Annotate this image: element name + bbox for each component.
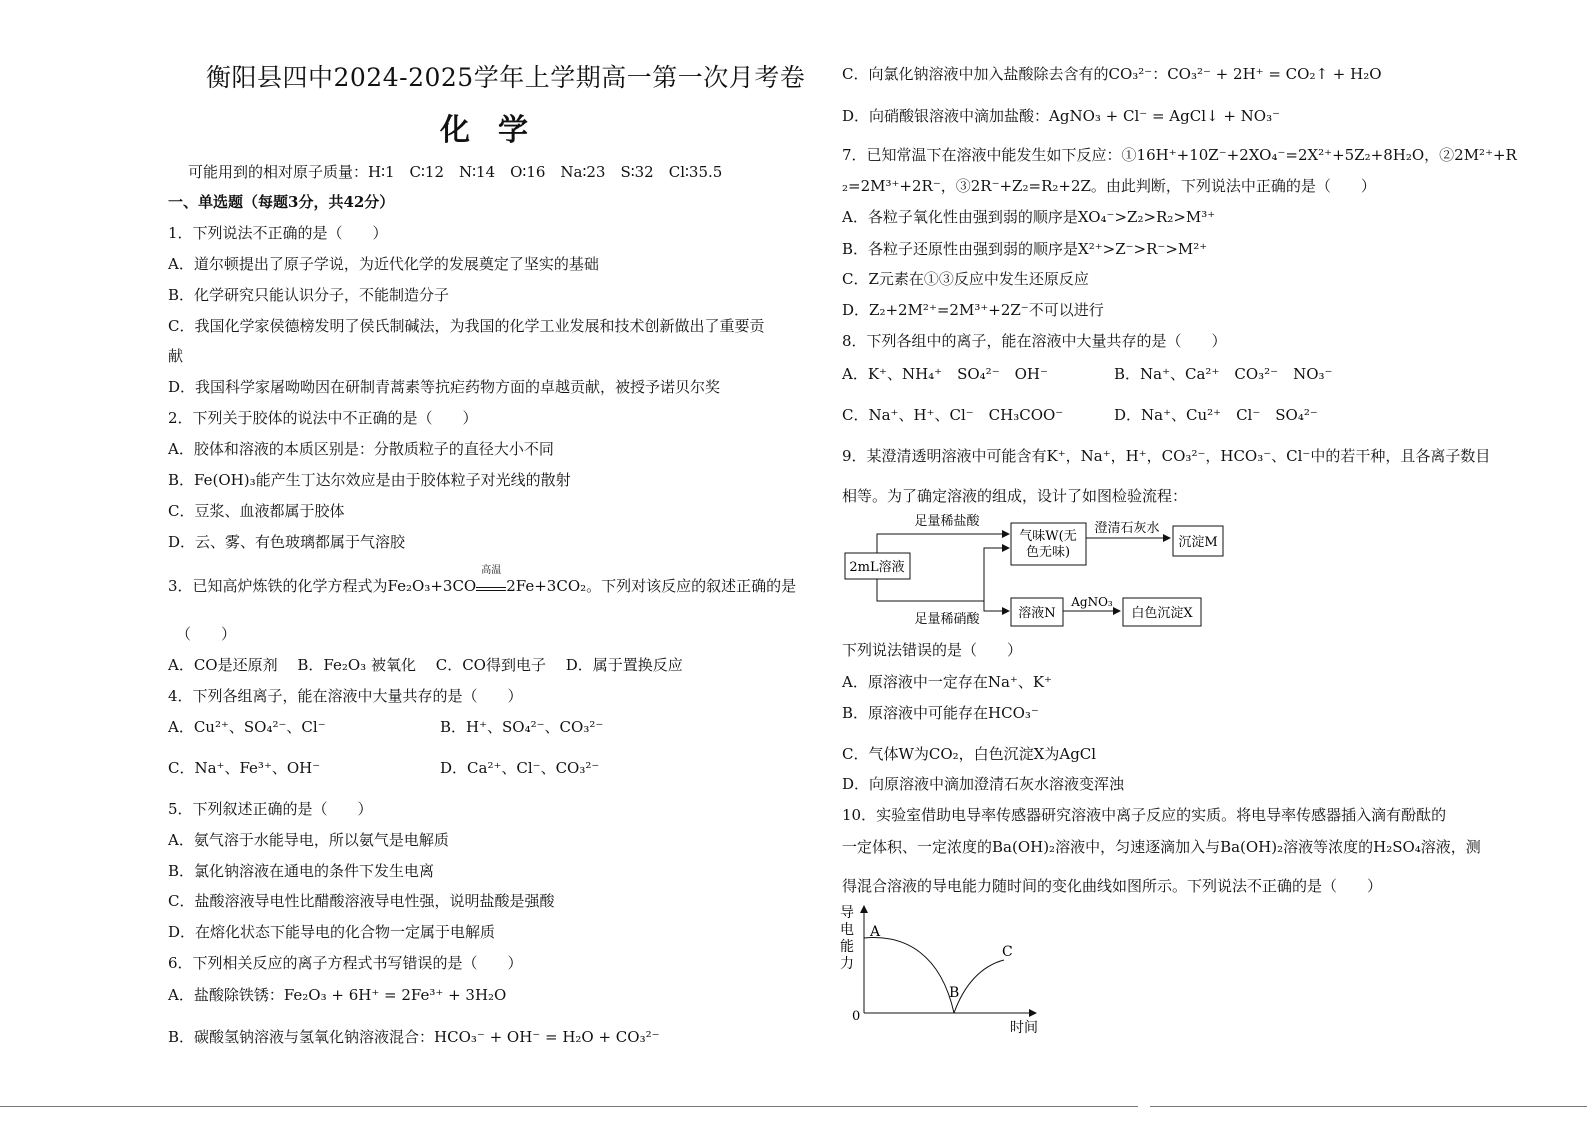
q8-option-b: B．Na⁺、Ca²⁺ CO₃²⁻ NO₃⁻ [1114, 365, 1333, 383]
q10-stem-line1: 10．实验室借助电导率传感器研究溶液中离子反应的实质。将电导率传感器插入滴有酚酞的 [842, 806, 1447, 824]
q2-option-c: C．豆浆、血液都属于胶体 [168, 502, 345, 520]
q6-option-c: C．向氯化钠溶液中加入盐酸除去含有的CO₃²⁻：CO₃²⁻ + 2H⁺ = CO₂↑ + H₂O [842, 65, 1382, 83]
q5-option-b: B．氯化钠溶液在通电的条件下发生电离 [168, 862, 435, 880]
q4-stem: 4．下列各组离子，能在溶液中大量共存的是（ ） [168, 687, 523, 705]
q1-option-d: D．我国科学家屠呦呦因在研制青蒿素等抗疟药物方面的卓越贡献，被授予诺贝尔奖 [168, 378, 721, 396]
flow-start-label: 2mL溶液 [849, 560, 905, 575]
q1-option-c: C．我国化学家侯德榜发明了侯氏制碱法，为我国的化学工业发展和技术创新做出了重要贡 [168, 317, 765, 335]
graph-curve-descending [864, 938, 954, 1013]
q2-option-b: B．Fe(OH)₃能产生丁达尔效应是由于胶体粒子对光线的散射 [168, 471, 571, 489]
q9-stem-line1: 9．某澄清透明溶液中可能含有K⁺，Na⁺，H⁺，CO₃²⁻，HCO₃⁻、Cl⁻中的若干种，且各离子数目 [842, 447, 1491, 465]
q4-option-d: D．Ca²⁺、Cl⁻、CO₃²⁻ [440, 759, 600, 777]
graph-point-b: B [949, 985, 960, 1001]
q3-condition: 高温 [481, 565, 502, 576]
q6-option-b: B．碳酸氢钠溶液与氢氧化钠溶液混合：HCO₃⁻ + OH⁻ = H₂O + CO₃²⁻ [168, 1028, 660, 1046]
q8-option-a: A．K⁺、NH₄⁺ SO₄²⁻ OH⁻ [842, 365, 1048, 383]
section-heading: 一、单选题（每题3分，共42分） [168, 193, 395, 211]
q9-flow-diagram [842, 508, 1242, 633]
q9-option-d: D．向原溶液中滴加澄清石灰水溶液变浑浊 [842, 775, 1125, 793]
flow-reagent-top: 足量稀盐酸 [914, 514, 980, 529]
q7-option-a: A．各粒子氧化性由强到弱的顺序是XO₄⁻>Z₂>R₂>M³⁺ [842, 208, 1216, 226]
q3-options: A．CO是还原剂 B．Fe₂O₃ 被氧化 C．CO得到电子 D．属于置换反应 [168, 656, 683, 674]
q8-option-c: C．Na⁺、H⁺、Cl⁻ CH₃COO⁻ [842, 406, 1064, 424]
q5-option-d: D．在熔化状态下能导电的化合物一定属于电解质 [168, 923, 496, 941]
q9-stem-line2: 相等。为了确定溶液的组成，设计了如图检验流程： [842, 487, 1188, 505]
q7-option-b: B．各粒子还原性由强到弱的顺序是X²⁺>Z⁻>R⁻>M²⁺ [842, 240, 1208, 258]
flow-solution-n: 溶液N [1018, 606, 1056, 621]
q5-option-a: A．氨气溶于水能导电，所以氨气是电解质 [168, 831, 449, 849]
q3-stem-pre: 3．已知高炉炼铁的化学方程式为Fe₂O₃+3CO [168, 577, 477, 595]
bottom-rule-right [1150, 1106, 1587, 1107]
q8-stem: 8．下列各组中的离子，能在溶液中大量共存的是（ ） [842, 332, 1227, 350]
flow-agno3: AgNO₃ [1071, 595, 1113, 609]
q6-option-d: D．向硝酸银溶液中滴加盐酸：AgNO₃ + Cl⁻ = AgCl↓ + NO₃⁻ [842, 107, 1281, 125]
q7-option-d: D．Z₂+2M²⁺=2M³⁺+2Z⁻不可以进行 [842, 301, 1104, 319]
subject-title: 化学 [440, 113, 556, 148]
q1-stem: 1．下列说法不正确的是（ ） [168, 224, 388, 242]
q9-question: 下列说法错误的是（ ） [842, 641, 1023, 659]
graph-ylabel-char-4: 力 [840, 956, 854, 972]
graph-curve-rising [954, 960, 1004, 1013]
atomic-masses: 可能用到的相对原子质量：H∶1 C∶12 N∶14 O∶16 Na∶23 S∶32 Cl∶35.5 [188, 163, 723, 181]
q10-stem-line3: 得混合溶液的导电能力随时间的变化曲线如图所示。下列说法不正确的是（ ） [842, 877, 1383, 895]
flow-arrow-bottom-to-n [984, 601, 1009, 611]
q2-option-d: D．云、雾、有色玻璃都属于气溶胶 [168, 533, 406, 551]
q1-option-c-cont: 献 [168, 347, 184, 365]
q6-option-a: A．盐酸除铁锈：Fe₂O₃ + 6H⁺ = 2Fe³⁺ + 3H₂O [168, 986, 507, 1004]
flow-reagent-bottom: 足量稀硝酸 [914, 612, 980, 627]
flow-precip-m: 沉淀M [1178, 535, 1218, 550]
flow-gas-line2: 色无味) [1025, 545, 1071, 560]
bottom-rule [0, 1106, 1138, 1107]
q3-stem [168, 565, 797, 596]
q8-option-d: D．Na⁺、Cu²⁺ Cl⁻ SO₄²⁻ [1114, 406, 1318, 424]
q9-option-b: B．原溶液中可能存在HCO₃⁻ [842, 704, 1039, 722]
q10-conductivity-graph [836, 900, 1051, 1040]
graph-ylabel-char-3: 能 [840, 939, 854, 955]
q1-option-a: A．道尔顿提出了原子学说，为近代化学的发展奠定了坚实的基础 [168, 255, 599, 273]
q9-option-a: A．原溶液中一定存在Na⁺、K⁺ [842, 673, 1052, 691]
q7-stem-line1: 7．已知常温下在溶液中能发生如下反应：①16H⁺+10Z⁻+2XO₄⁻=2X²⁺+5Z₂+8H₂O，②2M²⁺+R [842, 146, 1517, 164]
flow-arrow-top [877, 534, 1009, 553]
q5-stem: 5．下列叙述正确的是（ ） [168, 800, 373, 818]
q2-option-a: A．胶体和溶液的本质区别是：分散质粒子的直径大小不同 [168, 440, 554, 458]
q10-stem-line2: 一定体积、一定浓度的Ba(OH)₂溶液中，匀速逐滴加入与Ba(OH)₂溶液等浓度的H₂SO₄溶液，测 [842, 838, 1481, 856]
q2-stem: 2．下列关于胶体的说法中不正确的是（ ） [168, 409, 478, 427]
graph-origin: 0 [852, 1009, 861, 1024]
graph-ylabel-char-2: 电 [840, 922, 854, 938]
flow-limewater: 澄清石灰水 [1094, 521, 1160, 536]
q3-paren: （ ） [176, 625, 237, 643]
q9-option-c: C．气体W为CO₂，白色沉淀X为AgCl [842, 745, 1097, 763]
q7-option-c: C．Z元素在①③反应中发生还原反应 [842, 270, 1089, 288]
graph-xlabel: 时间 [1010, 1020, 1038, 1036]
q5-option-c: C．盐酸溶液导电性比醋酸溶液导电性强，说明盐酸是强酸 [168, 892, 555, 910]
exam-title: 衡阳县四中2024-2025学年上学期高一第一次月考卷 [206, 63, 806, 92]
q7-stem-line2: ₂=2M³⁺+2R⁻，③2R⁻+Z₂=R₂+2Z。由此判断，下列说法中正确的是（ ） [842, 177, 1376, 195]
flow-white-x: 白色沉淀X [1131, 606, 1193, 621]
graph-point-c: C [1002, 944, 1013, 960]
graph-ylabel-char-1: 导 [840, 905, 854, 921]
q3-stem-post: 2Fe+3CO₂。下列对该反应的叙述正确的是 [506, 577, 797, 595]
q1-option-b: B．化学研究只能认识分子，不能制造分子 [168, 286, 450, 304]
q3-condition-arrow [476, 565, 506, 591]
q4-option-c: C．Na⁺、Fe³⁺、OH⁻ [168, 759, 321, 777]
q4-option-b: B．H⁺、SO₄²⁻、CO₃²⁻ [440, 718, 604, 736]
graph-point-a: A [870, 924, 881, 940]
q6-stem: 6．下列相关反应的离子方程式书写错误的是（ ） [168, 954, 523, 972]
flow-gas-line1: 气味W(无 [1019, 529, 1077, 544]
q4-option-a: A．Cu²⁺、SO₄²⁻、Cl⁻ [168, 718, 326, 736]
